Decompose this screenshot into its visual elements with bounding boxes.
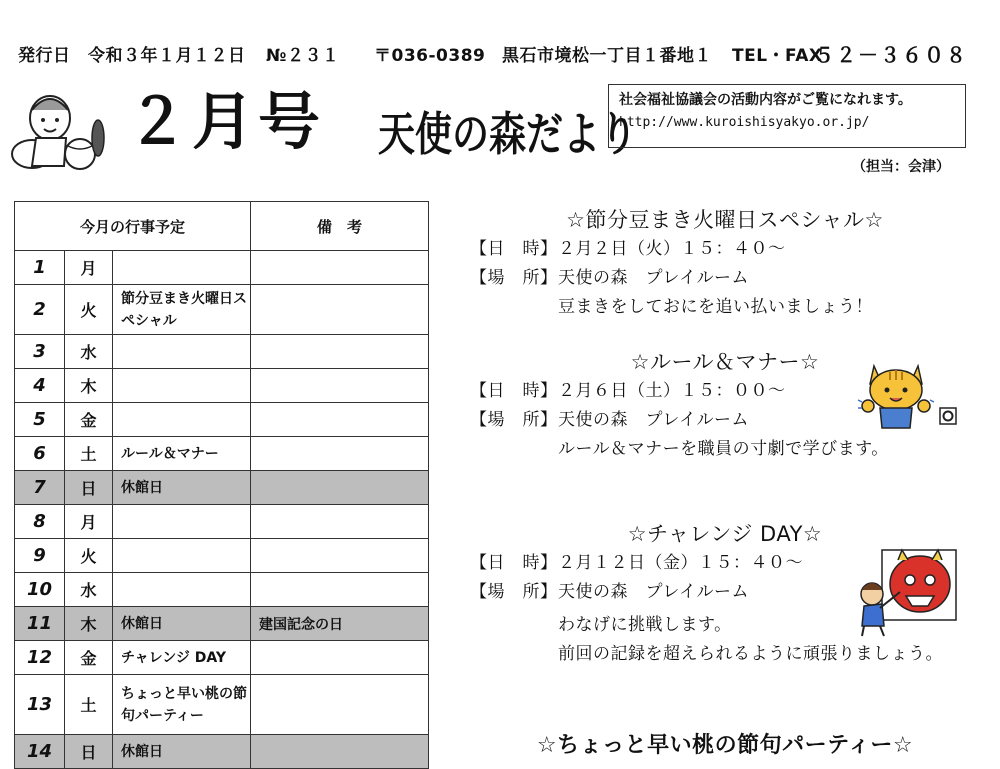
schedule-weekday: 月 <box>65 505 113 539</box>
person-in-charge: （担当：会津） <box>852 159 950 175</box>
event-peach-festival <box>470 731 980 761</box>
schedule-event: 休館日 <box>113 735 251 769</box>
schedule-header-events: 今月の行事予定 <box>15 202 251 251</box>
event-datetime: ２月６日（土）１５：００～ <box>558 381 786 401</box>
schedule-day: 4 <box>15 369 65 403</box>
info-box <box>608 84 966 148</box>
schedule-event: ルール＆マナー <box>113 437 251 471</box>
event-title: ☆ルール＆マナー☆ <box>630 350 820 374</box>
schedule-day: 5 <box>15 403 65 437</box>
schedule-weekday: 日 <box>65 735 113 769</box>
postal-code: 〒036-0389 <box>374 45 486 66</box>
schedule-event: 節分豆まき火曜日スペシャル <box>113 285 251 335</box>
schedule-row <box>15 539 429 573</box>
address: 黒石市境松一丁目１番地１ <box>502 45 712 66</box>
month-title: ２月号 <box>126 85 325 158</box>
event-title: ☆チャレンジ DAY☆ <box>627 522 823 546</box>
event-place: 天使の森 プレイルーム <box>558 410 749 430</box>
schedule-weekday: 金 <box>65 403 113 437</box>
schedule-row <box>15 437 429 471</box>
issue-number: №２３１ <box>266 45 340 66</box>
schedule-note <box>251 505 429 539</box>
schedule-row <box>15 607 429 641</box>
schedule-day: 13 <box>15 675 65 735</box>
schedule-weekday: 水 <box>65 573 113 607</box>
schedule-event <box>113 505 251 539</box>
schedule-header-row <box>15 202 429 251</box>
schedule-weekday: 土 <box>65 437 113 471</box>
schedule-note: 建国記念の日 <box>251 607 429 641</box>
schedule-day: 10 <box>15 573 65 607</box>
schedule-weekday: 木 <box>65 607 113 641</box>
schedule-day: 2 <box>15 285 65 335</box>
event-datetime-row <box>470 235 980 264</box>
event-description: 前回の記録を超えられるように頑張りましょう。 <box>558 644 943 664</box>
schedule-event <box>113 539 251 573</box>
cat-illustration <box>856 356 964 434</box>
event-place-row <box>470 264 980 293</box>
schedule-day: 8 <box>15 505 65 539</box>
schedule-row <box>15 675 429 735</box>
place-label: 【場 所】 <box>470 268 558 288</box>
schedule-note <box>251 369 429 403</box>
issue-date: 発行日 令和３年１月１２日 <box>18 45 246 66</box>
schedule-header-notes: 備 考 <box>251 202 429 251</box>
schedule-row <box>15 735 429 769</box>
masthead-info <box>18 40 978 66</box>
info-text: 社会福祉協議会の活動内容がご覧になれます。 <box>619 92 912 108</box>
schedule-body <box>15 251 429 769</box>
datetime-label: 【日 時】 <box>470 553 558 573</box>
schedule-day: 7 <box>15 471 65 505</box>
schedule-weekday: 水 <box>65 335 113 369</box>
website-url[interactable]: http://www.kuroishisyakyo.or.jp/ <box>619 115 870 130</box>
schedule-row <box>15 369 429 403</box>
datetime-label: 【日 時】 <box>470 239 558 259</box>
event-description: わなげに挑戦します。 <box>558 615 732 635</box>
schedule-note <box>251 335 429 369</box>
event-datetime: ２月２日（火）１５：４０～ <box>558 239 786 259</box>
schedule-event: ちょっと早い桃の節句パーティー <box>113 675 251 735</box>
schedule-row <box>15 471 429 505</box>
schedule-event: チャレンジ DAY <box>113 641 251 675</box>
schedule-weekday: 土 <box>65 675 113 735</box>
schedule-note <box>251 539 429 573</box>
event-setsubun <box>470 205 980 322</box>
schedule-day: 3 <box>15 335 65 369</box>
schedule-day: 12 <box>15 641 65 675</box>
schedule-note <box>251 675 429 735</box>
schedule-note <box>251 251 429 285</box>
place-label: 【場 所】 <box>470 410 558 430</box>
event-title: ☆ちょっと早い桃の節句パーティー☆ <box>536 733 914 758</box>
event-place: 天使の森 プレイルーム <box>558 268 749 288</box>
tel-label: TEL・FAX <box>732 45 823 66</box>
schedule-table <box>14 201 429 769</box>
event-datetime: ２月１２日（金）１５：４０～ <box>558 553 803 573</box>
schedule-note <box>251 437 429 471</box>
schedule-day: 1 <box>15 251 65 285</box>
schedule-weekday: 火 <box>65 539 113 573</box>
schedule-event <box>113 369 251 403</box>
schedule-row <box>15 641 429 675</box>
schedule-row <box>15 403 429 437</box>
schedule-event <box>113 251 251 285</box>
schedule-day: 9 <box>15 539 65 573</box>
schedule-day: 11 <box>15 607 65 641</box>
schedule-event <box>113 573 251 607</box>
tel-number: ５２－３６０８ <box>814 42 968 67</box>
schedule-row <box>15 251 429 285</box>
schedule-event <box>113 403 251 437</box>
oni-boy-illustration <box>852 546 962 638</box>
schedule-row <box>15 285 429 335</box>
schedule-event <box>113 335 251 369</box>
schedule-event: 休館日 <box>113 607 251 641</box>
schedule-weekday: 月 <box>65 251 113 285</box>
schedule-note <box>251 403 429 437</box>
schedule-weekday: 火 <box>65 285 113 335</box>
schedule-weekday: 日 <box>65 471 113 505</box>
schedule-note <box>251 641 429 675</box>
event-description: ルール＆マナーを職員の寸劇で学びます。 <box>558 439 889 459</box>
schedule-note <box>251 285 429 335</box>
event-title: ☆節分豆まき火曜日スペシャル☆ <box>566 208 884 232</box>
schedule-row <box>15 573 429 607</box>
schedule-note <box>251 471 429 505</box>
datetime-label: 【日 時】 <box>470 381 558 401</box>
schedule-note <box>251 573 429 607</box>
schedule-weekday: 木 <box>65 369 113 403</box>
schedule-day: 14 <box>15 735 65 769</box>
mascot-illustration <box>6 82 116 174</box>
schedule-row <box>15 335 429 369</box>
place-label: 【場 所】 <box>470 582 558 602</box>
schedule-weekday: 金 <box>65 641 113 675</box>
schedule-row <box>15 505 429 539</box>
schedule-event: 休館日 <box>113 471 251 505</box>
schedule-note <box>251 735 429 769</box>
schedule-day: 6 <box>15 437 65 471</box>
event-place: 天使の森 プレイルーム <box>558 582 749 602</box>
event-description: 豆まきをしておにを追い払いましょう！ <box>558 297 873 317</box>
newsletter-title: 天使の森だより <box>378 107 637 161</box>
